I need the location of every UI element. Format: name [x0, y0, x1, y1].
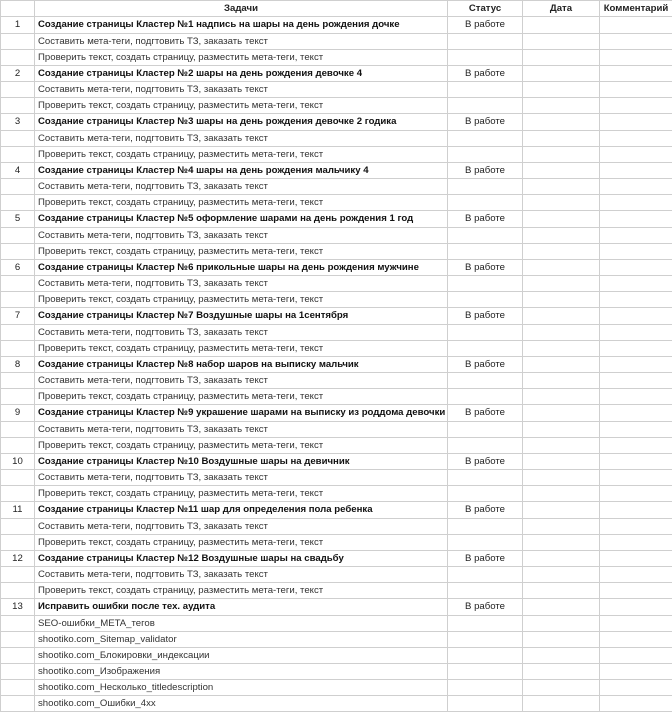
- comment-cell[interactable]: [600, 195, 672, 211]
- comment-cell[interactable]: [600, 437, 672, 453]
- comment-cell[interactable]: [600, 615, 672, 631]
- subtask-row: [1, 437, 672, 453]
- subtask-row: [1, 292, 672, 308]
- comment-cell[interactable]: [600, 373, 672, 389]
- date-cell[interactable]: [523, 82, 600, 98]
- task-cell[interactable]: Создание страницы Кластер №1 надпись на шары на день рождения дочке: [35, 17, 448, 34]
- status-cell[interactable]: [448, 195, 523, 211]
- row-number-cell[interactable]: [1, 373, 35, 389]
- subtask-row: [1, 324, 672, 340]
- date-cell[interactable]: [523, 227, 600, 243]
- comment-cell[interactable]: [600, 567, 672, 583]
- comment-cell[interactable]: [600, 631, 672, 647]
- date-cell[interactable]: [523, 211, 600, 228]
- task-row: [1, 114, 672, 131]
- task-row: [1, 405, 672, 422]
- row-number-cell[interactable]: 13: [1, 599, 35, 616]
- subtask-row: [1, 486, 672, 502]
- row-number-cell[interactable]: [1, 49, 35, 65]
- status-cell[interactable]: [448, 615, 523, 631]
- status-cell[interactable]: В работе: [448, 211, 523, 228]
- row-number-cell[interactable]: [1, 663, 35, 679]
- comment-cell[interactable]: [600, 453, 672, 470]
- status-cell[interactable]: [448, 647, 523, 663]
- task-cell[interactable]: Создание страницы Кластер №7 Воздушные шары на 1сентября: [35, 308, 448, 325]
- row-number-cell[interactable]: [1, 33, 35, 49]
- task-row: [1, 599, 672, 616]
- date-cell[interactable]: [523, 373, 600, 389]
- task-cell[interactable]: Проверить текст, создать страницу, разместить мета-теги, текст: [35, 534, 448, 550]
- date-cell[interactable]: [523, 243, 600, 259]
- row-number-cell[interactable]: 1: [1, 17, 35, 34]
- comment-cell[interactable]: [600, 114, 672, 131]
- comment-cell[interactable]: [600, 679, 672, 695]
- comment-cell[interactable]: [600, 502, 672, 519]
- header-date[interactable]: Дата: [523, 1, 600, 17]
- comment-cell[interactable]: [600, 211, 672, 228]
- task-cell[interactable]: shootiko.com_Несколько_titledescription: [35, 679, 448, 695]
- date-cell[interactable]: [523, 146, 600, 162]
- comment-cell[interactable]: [600, 421, 672, 437]
- date-cell[interactable]: [523, 356, 600, 373]
- date-cell[interactable]: [523, 130, 600, 146]
- task-cell[interactable]: Составить мета-теги, подгтовить ТЗ, заказать текст: [35, 470, 448, 486]
- row-number-cell[interactable]: [1, 98, 35, 114]
- date-cell[interactable]: [523, 17, 600, 34]
- comment-cell[interactable]: [600, 470, 672, 486]
- status-cell[interactable]: В работе: [448, 259, 523, 276]
- comment-cell[interactable]: [600, 695, 672, 711]
- date-cell[interactable]: [523, 583, 600, 599]
- status-cell[interactable]: [448, 567, 523, 583]
- row-number-cell[interactable]: 6: [1, 259, 35, 276]
- status-cell[interactable]: [448, 179, 523, 195]
- row-number-cell[interactable]: [1, 534, 35, 550]
- task-cell[interactable]: Создание страницы Кластер №9 украшение шарами на выписку из роддома девочки: [35, 405, 448, 422]
- status-cell[interactable]: В работе: [448, 17, 523, 34]
- status-cell[interactable]: [448, 130, 523, 146]
- subtask-row: [1, 373, 672, 389]
- comment-cell[interactable]: [600, 308, 672, 325]
- status-cell[interactable]: В работе: [448, 356, 523, 373]
- task-cell[interactable]: Проверить текст, создать страницу, разместить мета-теги, текст: [35, 292, 448, 308]
- date-cell[interactable]: [523, 65, 600, 82]
- comment-cell[interactable]: [600, 292, 672, 308]
- task-cell[interactable]: Создание страницы Кластер №2 шары на день рождения девочке 4: [35, 65, 448, 82]
- task-row: [1, 162, 672, 179]
- date-cell[interactable]: [523, 486, 600, 502]
- row-number-cell[interactable]: [1, 130, 35, 146]
- date-cell[interactable]: [523, 567, 600, 583]
- status-cell[interactable]: [448, 583, 523, 599]
- status-cell[interactable]: В работе: [448, 599, 523, 616]
- row-number-cell[interactable]: 7: [1, 308, 35, 325]
- comment-cell[interactable]: [600, 518, 672, 534]
- comment-cell[interactable]: [600, 599, 672, 616]
- date-cell[interactable]: [523, 534, 600, 550]
- task-cell[interactable]: shootiko.com_Изображения: [35, 663, 448, 679]
- subtask-row: [1, 470, 672, 486]
- row-number-cell[interactable]: [1, 486, 35, 502]
- status-cell[interactable]: В работе: [448, 162, 523, 179]
- row-number-cell[interactable]: [1, 518, 35, 534]
- row-number-cell[interactable]: 8: [1, 356, 35, 373]
- date-cell[interactable]: [523, 308, 600, 325]
- header-row: [1, 1, 672, 17]
- comment-cell[interactable]: [600, 534, 672, 550]
- comment-cell[interactable]: [600, 179, 672, 195]
- status-cell[interactable]: В работе: [448, 502, 523, 519]
- status-cell[interactable]: [448, 534, 523, 550]
- row-number-cell[interactable]: [1, 631, 35, 647]
- comment-cell[interactable]: [600, 259, 672, 276]
- subtask-row: [1, 179, 672, 195]
- comment-cell[interactable]: [600, 33, 672, 49]
- task-row: [1, 17, 672, 34]
- header-tasks[interactable]: Задачи: [35, 1, 448, 17]
- task-cell[interactable]: Проверить текст, создать страницу, разместить мета-теги, текст: [35, 49, 448, 65]
- comment-cell[interactable]: [600, 583, 672, 599]
- task-cell[interactable]: Создание страницы Кластер №12 Воздушные шары на свадьбу: [35, 550, 448, 567]
- status-cell[interactable]: [448, 82, 523, 98]
- task-cell[interactable]: Проверить текст, создать страницу, разместить мета-теги, текст: [35, 583, 448, 599]
- task-cell[interactable]: Составить мета-теги, подгтовить ТЗ, заказать текст: [35, 33, 448, 49]
- comment-cell[interactable]: [600, 405, 672, 422]
- status-cell[interactable]: [448, 695, 523, 711]
- row-number-cell[interactable]: 2: [1, 65, 35, 82]
- date-cell[interactable]: [523, 453, 600, 470]
- header-comment[interactable]: Комментарий: [600, 1, 672, 17]
- task-cell[interactable]: Проверить текст, создать страницу, разместить мета-теги, текст: [35, 389, 448, 405]
- subtask-row: [1, 389, 672, 405]
- comment-cell[interactable]: [600, 162, 672, 179]
- row-number-cell[interactable]: [1, 615, 35, 631]
- task-cell[interactable]: Проверить текст, создать страницу, разместить мета-теги, текст: [35, 98, 448, 114]
- subtask-row: [1, 679, 672, 695]
- date-cell[interactable]: [523, 324, 600, 340]
- comment-cell[interactable]: [600, 98, 672, 114]
- task-cell[interactable]: Составить мета-теги, подгтовить ТЗ, заказать текст: [35, 130, 448, 146]
- date-cell[interactable]: [523, 33, 600, 49]
- status-cell[interactable]: В работе: [448, 65, 523, 82]
- date-cell[interactable]: [523, 179, 600, 195]
- row-number-cell[interactable]: [1, 695, 35, 711]
- row-number-cell[interactable]: [1, 389, 35, 405]
- subtask-row: [1, 33, 672, 49]
- task-cell[interactable]: Проверить текст, создать страницу, разместить мета-теги, текст: [35, 340, 448, 356]
- subtask-row: [1, 647, 672, 663]
- date-cell[interactable]: [523, 195, 600, 211]
- task-cell[interactable]: shootiko.com_Ошибки_4xx: [35, 695, 448, 711]
- task-cell[interactable]: Проверить текст, создать страницу, разместить мета-теги, текст: [35, 437, 448, 453]
- task-cell[interactable]: Проверить текст, создать страницу, разместить мета-теги, текст: [35, 243, 448, 259]
- subtask-row: [1, 340, 672, 356]
- status-cell[interactable]: [448, 518, 523, 534]
- subtask-row: [1, 534, 672, 550]
- status-cell[interactable]: [448, 340, 523, 356]
- task-cell[interactable]: Составить мета-теги, подгтовить ТЗ, заказать текст: [35, 82, 448, 98]
- task-cell[interactable]: Создание страницы Кластер №6 прикольные шары на день рождения мужчине: [35, 259, 448, 276]
- status-cell[interactable]: [448, 33, 523, 49]
- row-number-cell[interactable]: [1, 227, 35, 243]
- task-cell[interactable]: Составить мета-теги, подгтовить ТЗ, заказать текст: [35, 276, 448, 292]
- task-cell[interactable]: Создание страницы Кластер №5 оформление шарами на день рождения 1 год: [35, 211, 448, 228]
- subtask-row: [1, 49, 672, 65]
- subtask-row: [1, 98, 672, 114]
- task-cell[interactable]: Составить мета-теги, подгтовить ТЗ, заказать текст: [35, 324, 448, 340]
- row-number-cell[interactable]: [1, 276, 35, 292]
- subtask-row: [1, 276, 672, 292]
- comment-cell[interactable]: [600, 49, 672, 65]
- comment-cell[interactable]: [600, 65, 672, 82]
- row-number-cell[interactable]: [1, 679, 35, 695]
- task-cell[interactable]: SEO-ошибки_META_тегов: [35, 615, 448, 631]
- subtask-row: [1, 195, 672, 211]
- status-cell[interactable]: [448, 98, 523, 114]
- task-cell[interactable]: Проверить текст, создать страницу, разместить мета-теги, текст: [35, 486, 448, 502]
- row-number-cell[interactable]: [1, 470, 35, 486]
- row-number-cell[interactable]: 11: [1, 502, 35, 519]
- status-cell[interactable]: [448, 373, 523, 389]
- status-cell[interactable]: В работе: [448, 114, 523, 131]
- date-cell[interactable]: [523, 389, 600, 405]
- row-number-cell[interactable]: [1, 421, 35, 437]
- date-cell[interactable]: [523, 647, 600, 663]
- subtask-row: [1, 227, 672, 243]
- subtask-row: [1, 146, 672, 162]
- date-cell[interactable]: [523, 470, 600, 486]
- task-cell[interactable]: Создание страницы Кластер №10 Воздушные шары на девичник: [35, 453, 448, 470]
- comment-cell[interactable]: [600, 340, 672, 356]
- status-cell[interactable]: [448, 276, 523, 292]
- row-number-cell[interactable]: 5: [1, 211, 35, 228]
- row-number-cell[interactable]: [1, 82, 35, 98]
- status-cell[interactable]: В работе: [448, 453, 523, 470]
- comment-cell[interactable]: [600, 647, 672, 663]
- row-number-cell[interactable]: [1, 437, 35, 453]
- task-cell[interactable]: Создание страницы Кластер №8 набор шаров на выписку мальчик: [35, 356, 448, 373]
- comment-cell[interactable]: [600, 146, 672, 162]
- row-number-cell[interactable]: [1, 567, 35, 583]
- row-number-cell[interactable]: 12: [1, 550, 35, 567]
- comment-cell[interactable]: [600, 82, 672, 98]
- task-cell[interactable]: shootiko.com_Sitemap_validator: [35, 631, 448, 647]
- task-row: [1, 502, 672, 519]
- date-cell[interactable]: [523, 663, 600, 679]
- date-cell[interactable]: [523, 259, 600, 276]
- status-cell[interactable]: [448, 146, 523, 162]
- status-cell[interactable]: [448, 631, 523, 647]
- date-cell[interactable]: [523, 292, 600, 308]
- row-number-cell[interactable]: [1, 195, 35, 211]
- task-cell[interactable]: Проверить текст, создать страницу, разместить мета-теги, текст: [35, 195, 448, 211]
- status-cell[interactable]: [448, 243, 523, 259]
- task-row: [1, 65, 672, 82]
- task-cell[interactable]: Проверить текст, создать страницу, разместить мета-теги, текст: [35, 146, 448, 162]
- row-number-cell[interactable]: 3: [1, 114, 35, 131]
- date-cell[interactable]: [523, 340, 600, 356]
- comment-cell[interactable]: [600, 17, 672, 34]
- row-number-cell[interactable]: [1, 292, 35, 308]
- subtask-row: [1, 130, 672, 146]
- status-cell[interactable]: [448, 470, 523, 486]
- date-cell[interactable]: [523, 162, 600, 179]
- task-row: [1, 211, 672, 228]
- row-number-cell[interactable]: 4: [1, 162, 35, 179]
- task-cell[interactable]: shootiko.com_Блокировки_индексации: [35, 647, 448, 663]
- task-cell[interactable]: Создание страницы Кластер №3 шары на день рождения девочке 2 годика: [35, 114, 448, 131]
- task-row: [1, 356, 672, 373]
- comment-cell[interactable]: [600, 663, 672, 679]
- date-cell[interactable]: [523, 599, 600, 616]
- comment-cell[interactable]: [600, 276, 672, 292]
- date-cell[interactable]: [523, 49, 600, 65]
- status-cell[interactable]: [448, 227, 523, 243]
- row-number-cell[interactable]: [1, 647, 35, 663]
- row-number-cell[interactable]: 9: [1, 405, 35, 422]
- subtask-row: [1, 583, 672, 599]
- status-cell[interactable]: В работе: [448, 405, 523, 422]
- comment-cell[interactable]: [600, 486, 672, 502]
- row-number-cell[interactable]: [1, 583, 35, 599]
- row-number-cell[interactable]: [1, 179, 35, 195]
- status-cell[interactable]: В работе: [448, 550, 523, 567]
- comment-cell[interactable]: [600, 356, 672, 373]
- comment-cell[interactable]: [600, 389, 672, 405]
- date-cell[interactable]: [523, 276, 600, 292]
- task-row: [1, 259, 672, 276]
- comment-cell[interactable]: [600, 227, 672, 243]
- date-cell[interactable]: [523, 405, 600, 422]
- row-number-cell[interactable]: [1, 146, 35, 162]
- subtask-row: [1, 82, 672, 98]
- status-cell[interactable]: [448, 292, 523, 308]
- status-cell[interactable]: [448, 421, 523, 437]
- task-cell[interactable]: Составить мета-теги, подгтовить ТЗ, заказать текст: [35, 421, 448, 437]
- status-cell[interactable]: [448, 437, 523, 453]
- task-cell[interactable]: Составить мета-теги, подгтовить ТЗ, заказать текст: [35, 518, 448, 534]
- task-row: [1, 453, 672, 470]
- comment-cell[interactable]: [600, 130, 672, 146]
- task-cell[interactable]: Составить мета-теги, подгтовить ТЗ, заказать текст: [35, 567, 448, 583]
- date-cell[interactable]: [523, 695, 600, 711]
- task-row: [1, 308, 672, 325]
- header-status[interactable]: Статус: [448, 1, 523, 17]
- date-cell[interactable]: [523, 502, 600, 519]
- task-cell[interactable]: Создание страницы Кластер №11 шар для определения пола ребенка: [35, 502, 448, 519]
- date-cell[interactable]: [523, 615, 600, 631]
- row-number-cell[interactable]: [1, 324, 35, 340]
- subtask-row: [1, 615, 672, 631]
- task-row: [1, 550, 672, 567]
- task-cell[interactable]: Составить мета-теги, подгтовить ТЗ, заказать текст: [35, 227, 448, 243]
- status-cell[interactable]: [448, 486, 523, 502]
- comment-cell[interactable]: [600, 243, 672, 259]
- task-cell[interactable]: Создание страницы Кластер №4 шары на день рождения мальчику 4: [35, 162, 448, 179]
- status-cell[interactable]: [448, 663, 523, 679]
- subtask-row: [1, 567, 672, 583]
- date-cell[interactable]: [523, 631, 600, 647]
- date-cell[interactable]: [523, 437, 600, 453]
- row-number-cell[interactable]: [1, 340, 35, 356]
- subtask-row: [1, 243, 672, 259]
- header-num[interactable]: [1, 1, 35, 17]
- subtask-row: [1, 518, 672, 534]
- subtask-row: [1, 695, 672, 711]
- date-cell[interactable]: [523, 421, 600, 437]
- row-number-cell[interactable]: [1, 243, 35, 259]
- subtask-row: [1, 663, 672, 679]
- row-number-cell[interactable]: 10: [1, 453, 35, 470]
- subtask-row: [1, 631, 672, 647]
- status-cell[interactable]: [448, 324, 523, 340]
- task-cell[interactable]: Составить мета-теги, подгтовить ТЗ, заказать текст: [35, 373, 448, 389]
- task-cell[interactable]: Исправить ошибки после тех. аудита: [35, 599, 448, 616]
- status-cell[interactable]: [448, 679, 523, 695]
- status-cell[interactable]: [448, 49, 523, 65]
- date-cell[interactable]: [523, 550, 600, 567]
- status-cell[interactable]: [448, 389, 523, 405]
- date-cell[interactable]: [523, 679, 600, 695]
- status-cell[interactable]: В работе: [448, 308, 523, 325]
- subtask-row: [1, 421, 672, 437]
- task-cell[interactable]: Составить мета-теги, подгтовить ТЗ, заказать текст: [35, 179, 448, 195]
- date-cell[interactable]: [523, 114, 600, 131]
- comment-cell[interactable]: [600, 324, 672, 340]
- date-cell[interactable]: [523, 518, 600, 534]
- date-cell[interactable]: [523, 98, 600, 114]
- comment-cell[interactable]: [600, 550, 672, 567]
